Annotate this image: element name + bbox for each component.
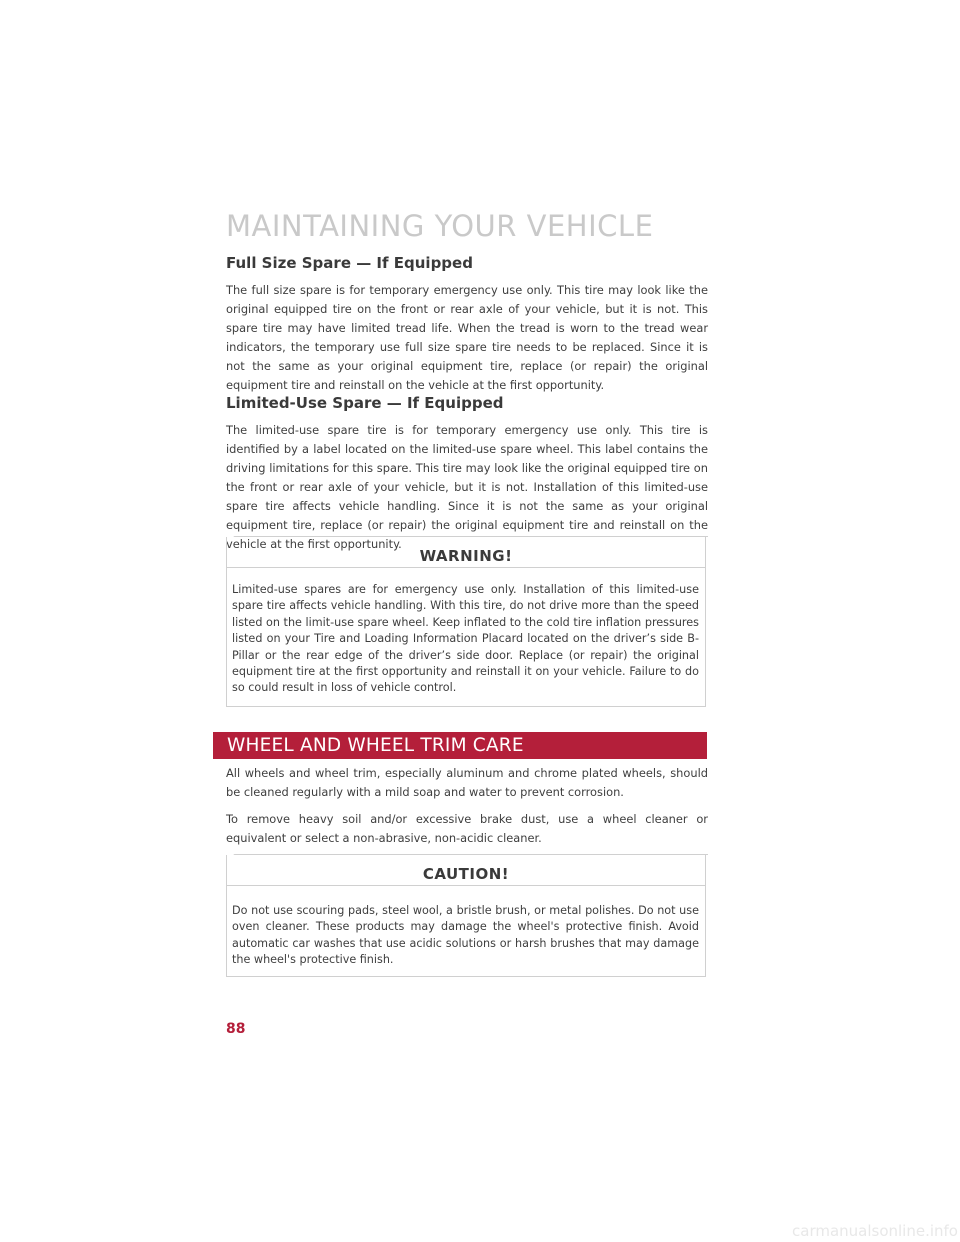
caution-title: CAUTION!: [422, 865, 510, 883]
warning-text: Limited-use spares are for emergency use only. Installation of this limited-use spare tire affects vehicle handling. With this tire, do not drive more than the speed listed on the limit-use spare wheel. Keep inflated to the cold tire inflation pressures listed on your Tire and Loading Information Placard located on the driver’s side B-Pillar or the rear edge of the driver’s side door. Replace (or repair) the original equipment tire at the first opportunity and reinstall it on your vehicle. Failure to do so could result in loss of vehicle control.: [232, 583, 699, 695]
full-size-spare-heading: Full Size Spare — If Equipped: [226, 254, 473, 272]
section-banner: [213, 732, 707, 759]
caution-box: [226, 855, 706, 977]
caution-text: Do not use scouring pads, steel wool, a bristle brush, or metal polishes. Do not use oven cleaner. These products may damage the wheel's protective finish. Avoid automatic car washes that use acidic solutions or harsh brushes that may damage the wheel's protective finish.: [232, 904, 699, 967]
warning-box-corner: [226, 536, 708, 537]
watermark: carmanualsonline.info: [792, 1222, 958, 1240]
limited-use-spare-heading: Limited-Use Spare — If Equipped: [226, 394, 504, 412]
page-title: MAINTAINING YOUR VEHICLE: [226, 209, 654, 243]
page-number: 88: [226, 1021, 246, 1037]
warning-box: [226, 537, 706, 707]
full-size-spare-section: [226, 254, 708, 395]
limited-use-spare-section: [226, 394, 708, 554]
warning-title: WARNING!: [419, 547, 513, 565]
wheel-care-section: [226, 764, 708, 848]
section-title: WHEEL AND WHEEL TRIM CARE: [227, 735, 524, 756]
caution-box-corner: [226, 854, 708, 855]
full-size-spare-text: The full size spare is for temporary emergency use only. This tire may look like the original equipped tire on the front or rear axle of your vehicle, but it is not. This spare tire may have limited tread life. When the tread is worn to the tread wear indicators, the temporary use full size spare tire needs to be replaced. Since it is not the same as your original equipment tire, replace (or repair) the original equipment tire and reinstall on the vehicle at the first opportunity.: [226, 283, 708, 392]
wheel-care-paragraph-2: To remove heavy soil and/or excessive brake dust, use a wheel cleaner or equivalent or select a non-abrasive, non-acidic cleaner.: [226, 812, 708, 845]
wheel-care-paragraph-1: All wheels and wheel trim, especially aluminum and chrome plated wheels, should be cleaned regularly with a mild soap and water to prevent corrosion.: [226, 766, 708, 799]
limited-use-spare-text: The limited-use spare tire is for temporary emergency use only. This tire is identified by a label located on the limited-use spare wheel. This label contains the driving limitations for this spare. This tire may look like the original equipped tire on the front or rear axle of your vehicle, but it is not. Installation of this limited-use spare tire affects vehicle handling. Since it is not the same as your original equipment tire, replace (or repair) the original equipment tire and reinstall on the vehicle at the first opportunity.: [226, 423, 708, 551]
